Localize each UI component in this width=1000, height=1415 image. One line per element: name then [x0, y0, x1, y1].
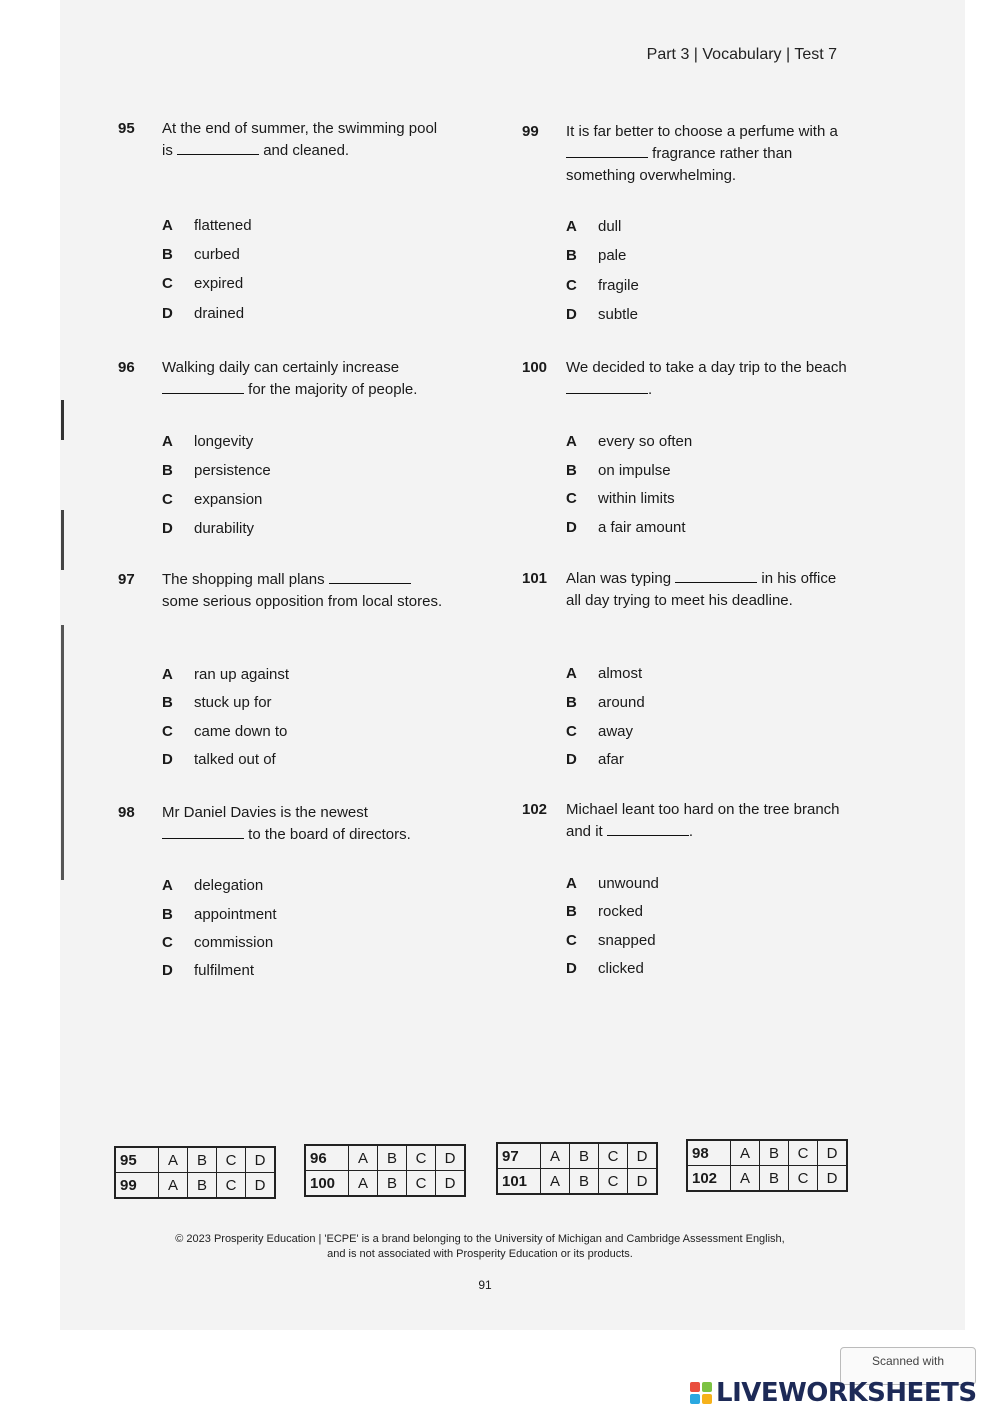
answer-cell-101-b[interactable]: B: [570, 1169, 599, 1195]
question-text-after: .: [648, 381, 653, 398]
answer-grid: [686, 1139, 848, 1192]
question-number: 98: [118, 804, 135, 821]
binder-mark: [61, 400, 64, 440]
option-text: afar: [598, 751, 624, 768]
option-letter: B: [162, 906, 173, 923]
answer-row-102: [687, 1166, 847, 1192]
option-text: delegation: [194, 877, 264, 894]
page-number: 91: [478, 1278, 492, 1292]
question-text-after: some serious opposition from local stores.: [162, 593, 443, 610]
question-number: 102: [522, 801, 548, 818]
question-text-before: At the end of summer, the swimming pool is: [162, 120, 438, 159]
answer-cell-100-b[interactable]: B: [378, 1171, 407, 1197]
option-letter: D: [162, 520, 173, 537]
answer-row-101: [497, 1169, 657, 1195]
question-number: 96: [118, 359, 135, 376]
answer-row-100: [305, 1171, 465, 1197]
option-text: within limits: [598, 490, 675, 507]
answer-row-number: 98: [687, 1140, 731, 1166]
question-number: 100: [522, 359, 548, 376]
answer-blank[interactable]: [177, 140, 259, 155]
answer-cell-97-c[interactable]: C: [599, 1143, 628, 1169]
logo-square: [690, 1382, 700, 1392]
option-text: on impulse: [598, 462, 671, 479]
option-letter: C: [162, 491, 173, 508]
option-text: flattened: [194, 217, 252, 234]
question-text-after: .: [688, 823, 694, 840]
option-letter: C: [162, 275, 173, 292]
answer-cell-100-a[interactable]: A: [349, 1171, 378, 1197]
logo-text: LIVEWORKSHEETS: [716, 1378, 977, 1408]
option-text: clicked: [598, 960, 644, 977]
option-letter: D: [566, 960, 577, 977]
answer-row-number: 102: [687, 1166, 731, 1192]
answer-row-number: 97: [497, 1143, 541, 1169]
option-letter: B: [566, 247, 577, 264]
option-text: every so often: [598, 433, 693, 450]
option-letter: D: [566, 751, 577, 768]
copyright-line-2: and is not associated with Prosperity Education or its products.: [327, 1248, 633, 1260]
question-text-after: for the majority of people.: [248, 381, 418, 398]
option-text: snapped: [598, 932, 656, 949]
answer-cell-101-a[interactable]: A: [541, 1169, 570, 1195]
option-text: curbed: [194, 246, 240, 263]
option-text: dull: [598, 218, 622, 235]
binder-mark: [61, 625, 64, 880]
scanned-badge-text: Scanned with: [871, 1354, 945, 1368]
question-text-before: Mr Daniel Davies is the newest: [162, 804, 368, 821]
option-text: almost: [598, 665, 643, 682]
option-letter: A: [162, 433, 173, 450]
option-letter: D: [162, 962, 173, 979]
option-letter: D: [162, 751, 173, 768]
option-letter: C: [566, 490, 577, 507]
option-text: came down to: [194, 723, 288, 740]
option-letter: A: [162, 217, 173, 234]
question-text: [162, 802, 447, 846]
answer-blank[interactable]: [162, 379, 244, 394]
binder-mark: [61, 510, 64, 570]
option-text: durability: [194, 520, 255, 537]
option-letter: A: [566, 433, 577, 450]
logo-square: [702, 1382, 712, 1392]
option-letter: B: [162, 462, 173, 479]
question-number: 97: [118, 571, 135, 588]
answer-cell-96-c[interactable]: C: [407, 1145, 436, 1171]
question-text: [566, 357, 851, 401]
copyright-footer: [120, 1232, 840, 1262]
answer-blank[interactable]: [162, 824, 244, 839]
answer-row-number: 101: [497, 1169, 541, 1195]
question-text: [566, 121, 851, 187]
answer-cell-101-c[interactable]: C: [599, 1169, 628, 1195]
option-letter: C: [162, 934, 173, 951]
option-text: appointment: [194, 906, 277, 923]
option-letter: A: [566, 218, 577, 235]
answer-cell-96-b[interactable]: B: [378, 1145, 407, 1171]
option-letter: B: [566, 462, 577, 479]
answer-row-98: [687, 1140, 847, 1166]
option-letter: C: [566, 723, 577, 740]
option-text: rocked: [598, 903, 644, 920]
answer-cell-97-a[interactable]: A: [541, 1143, 570, 1169]
liveworksheets-logo[interactable]: [690, 1375, 977, 1411]
question-text-before: The shopping mall plans: [162, 571, 325, 588]
question-text: [566, 568, 851, 612]
option-text: drained: [194, 305, 245, 322]
option-text: persistence: [194, 462, 271, 479]
answer-cell-99-b[interactable]: B: [188, 1173, 217, 1199]
option-text: pale: [598, 247, 627, 264]
question-text-before: Michael leant too hard on the tree branch and it: [566, 801, 840, 840]
option-letter: D: [566, 519, 577, 536]
question-text-after: in his office all day trying to meet his deadline.: [566, 570, 837, 609]
answer-row-number: 96: [305, 1145, 349, 1171]
answer-cell-99-c[interactable]: C: [217, 1173, 246, 1199]
answer-cell-102-c[interactable]: C: [789, 1166, 818, 1192]
question-number: 95: [118, 120, 135, 137]
answer-cell-98-c[interactable]: C: [789, 1140, 818, 1166]
answer-cell-99-d[interactable]: D: [246, 1173, 276, 1199]
option-text: expired: [194, 275, 244, 292]
question-text-before: We decided to take a day trip to the beach: [566, 359, 847, 376]
option-letter: A: [162, 666, 173, 683]
option-text: commission: [194, 934, 274, 951]
answer-blank[interactable]: [329, 569, 411, 584]
question-text: [566, 799, 851, 843]
question-text: [162, 569, 447, 613]
answer-grid: [114, 1146, 276, 1199]
question-number: 101: [522, 570, 548, 587]
answer-cell-95-a[interactable]: A: [159, 1147, 188, 1173]
answer-row-95: [115, 1147, 275, 1173]
question-text-before: Walking daily can certainly increase: [162, 359, 400, 376]
answer-grid: [496, 1142, 658, 1195]
answer-row-number: 99: [115, 1173, 159, 1199]
option-text: subtle: [598, 306, 639, 323]
option-text: away: [598, 723, 634, 740]
option-letter: A: [566, 665, 577, 682]
answer-blank[interactable]: [566, 143, 648, 158]
option-letter: C: [566, 932, 577, 949]
question-text: [162, 118, 447, 162]
answer-cell-98-a[interactable]: A: [731, 1140, 760, 1166]
answer-grid: [304, 1144, 466, 1197]
option-letter: D: [162, 305, 173, 322]
answer-row-number: 100: [305, 1171, 349, 1197]
option-text: stuck up for: [194, 694, 272, 711]
answer-cell-100-d[interactable]: D: [436, 1171, 466, 1197]
option-text: a fair amount: [598, 519, 686, 536]
logo-grid-icon: [690, 1382, 712, 1404]
option-text: fulfilment: [194, 962, 255, 979]
answer-cell-95-b[interactable]: B: [188, 1147, 217, 1173]
answer-cell-96-a[interactable]: A: [349, 1145, 378, 1171]
option-letter: A: [566, 875, 577, 892]
answer-cell-100-c[interactable]: C: [407, 1171, 436, 1197]
answer-cell-102-d[interactable]: D: [818, 1166, 848, 1192]
option-letter: D: [566, 306, 577, 323]
question-number: 99: [522, 123, 539, 140]
option-letter: B: [566, 694, 577, 711]
answer-row-97: [497, 1143, 657, 1169]
option-text: unwound: [598, 875, 659, 892]
question-text-before: Alan was typing: [566, 570, 672, 587]
question-text-after: to the board of directors.: [248, 826, 411, 843]
answer-cell-102-a[interactable]: A: [731, 1166, 760, 1192]
question-text: [162, 357, 447, 401]
answer-cell-97-d[interactable]: D: [628, 1143, 658, 1169]
answer-cell-96-d[interactable]: D: [436, 1145, 466, 1171]
answer-cell-99-a[interactable]: A: [159, 1173, 188, 1199]
answer-row-99: [115, 1173, 275, 1199]
option-letter: B: [162, 246, 173, 263]
option-letter: C: [162, 723, 173, 740]
option-text: around: [598, 694, 645, 711]
logo-square: [690, 1394, 700, 1404]
answer-cell-95-c[interactable]: C: [217, 1147, 246, 1173]
question-text-after: fragrance rather than something overwhelming.: [566, 145, 793, 184]
logo-square: [702, 1394, 712, 1404]
answer-cell-98-b[interactable]: B: [760, 1140, 789, 1166]
answer-cell-98-d[interactable]: D: [818, 1140, 848, 1166]
answer-cell-95-d[interactable]: D: [246, 1147, 276, 1173]
question-text-after: and cleaned.: [263, 142, 350, 159]
answer-blank[interactable]: [566, 379, 648, 394]
option-letter: C: [566, 277, 577, 294]
answer-blank[interactable]: [607, 821, 689, 836]
copyright-line-1: © 2023 Prosperity Education | 'ECPE' is a brand belonging to the University of Michigan and Cambridge Assessment English,: [175, 1233, 785, 1245]
answer-cell-97-b[interactable]: B: [570, 1143, 599, 1169]
option-text: expansion: [194, 491, 263, 508]
option-letter: B: [162, 694, 173, 711]
option-letter: B: [566, 903, 577, 920]
option-text: fragile: [598, 277, 639, 294]
option-text: ran up against: [194, 666, 290, 683]
option-text: longevity: [194, 433, 254, 450]
answer-cell-102-b[interactable]: B: [760, 1166, 789, 1192]
question-text-before: It is far better to choose a perfume with a: [566, 123, 838, 140]
answer-row-number: 95: [115, 1147, 159, 1173]
page-header: Part 3 | Vocabulary | Test 7: [646, 46, 837, 63]
answer-row-96: [305, 1145, 465, 1171]
option-letter: A: [162, 877, 173, 894]
option-text: talked out of: [194, 751, 276, 768]
answer-blank[interactable]: [675, 568, 757, 583]
answer-cell-101-d[interactable]: D: [628, 1169, 658, 1195]
